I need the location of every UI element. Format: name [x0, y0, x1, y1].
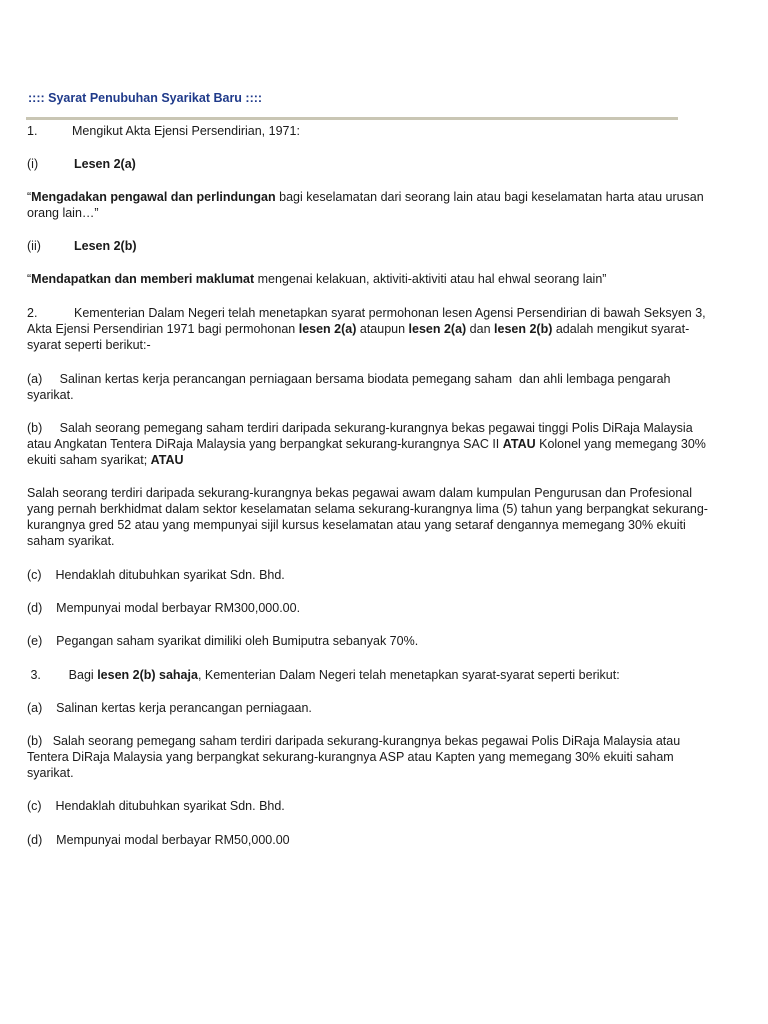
- paragraph-3d: (d) Mempunyai modal berbayar RM50,000.00: [27, 833, 290, 847]
- paragraph-ii: [27, 238, 717, 254]
- paragraph-text: ataupun: [356, 322, 409, 336]
- item-text: Mengikut Akta Ejensi Persendirian, 1971:: [72, 124, 300, 138]
- page-title: :::: Syarat Penubuhan Syarikat Baru ::::: [28, 91, 263, 105]
- paragraph-3: [27, 667, 717, 683]
- item-number: 2.: [27, 306, 38, 320]
- paragraph-text: Kementerian Dalam Negeri telah menetapkan syarat permohonan lesen Agensi Persendirian di bawah Seksyen 3, Akta Ejensi Persendirian 1971 bagi permohonan: [27, 306, 706, 336]
- paragraph-2b: [27, 420, 717, 468]
- quote-mark: “: [27, 190, 32, 204]
- bold-term: ATAU: [150, 453, 184, 467]
- paragraph-2b-alternative: Salah seorang terdiri daripada sekurang-kurangnya bekas pegawai awam dalam kumpulan Pengurusan dan Profesional yang pernah berkhidmat dalam sektor keselamatan selama sekurang-kurangnya lima (5) tahun yang berpangkat sekurang-kurangnya gred 52 atau yang mempunyai sijil kursus keselamatan atau yang setaraf dengannya memegang 30% ekuiti saham syarikat.: [27, 486, 708, 548]
- paragraph-2: [27, 305, 717, 353]
- paragraph-text: adalah mengikut syarat-syarat seperti berikut:-: [27, 322, 690, 352]
- bold-term: lesen 2(b) sahaja: [97, 668, 198, 682]
- paragraph-2c: (c) Hendaklah ditubuhkan syarikat Sdn. Bhd.: [27, 568, 285, 582]
- paragraph-i: [27, 156, 717, 172]
- title-divider: [26, 117, 678, 120]
- paragraph-text: (b) Salah seorang pemegang saham terdiri daripada sekurang-kurangnya bekas pegawai tinggi Polis DiRaja Malaysia atau Angkatan Tentera DiRaja Malaysia yang berpangkat sekurang-kurangnya SAC II: [27, 421, 693, 451]
- paragraph-2a: (a) Salinan kertas kerja perancangan perniagaan bersama biodata pemegang saham dan ahli lembaga pengarah syarikat.: [27, 372, 671, 402]
- quote-license-2a: [27, 189, 717, 221]
- item-number: (i): [27, 157, 39, 171]
- bold-term: lesen 2(b): [494, 322, 553, 336]
- quote-bold: Mengadakan pengawal dan perlindungan: [31, 190, 276, 204]
- bold-term: lesen 2(a): [408, 322, 467, 336]
- paragraph-3b: (b) Salah seorang pemegang saham terdiri daripada sekurang-kurangnya bekas pegawai Polis DiRaja Malaysia atau Tentera DiRaja Malaysia yang berpangkat sekurang-kurangnya ASP atau Kapten yang memegang 30% ekuiti saham syarikat.: [27, 734, 681, 780]
- paragraph-text: dan: [466, 322, 495, 336]
- item-number: (ii): [27, 239, 41, 253]
- quote-license-2b: [27, 271, 717, 287]
- paragraph-text: , Kementerian Dalam Negeri telah menetapkan syarat-syarat seperti berikut:: [197, 668, 620, 682]
- quote-mark: “: [27, 272, 32, 286]
- paragraph-text: Kolonel yang memegang 30% ekuiti saham syarikat;: [27, 437, 706, 467]
- bold-term: lesen 2(a): [298, 322, 357, 336]
- item-number: 1.: [27, 124, 38, 138]
- quote-text: bagi keselamatan dari seorang lain atau bagi keselamatan harta atau urusan orang lain…”: [27, 190, 704, 220]
- paragraph-2e: (e) Pegangan saham syarikat dimiliki oleh Bumiputra sebanyak 70%.: [27, 634, 419, 648]
- paragraph-2d: (d) Mempunyai modal berbayar RM300,000.00.: [27, 601, 301, 615]
- bold-term: ATAU: [502, 437, 536, 451]
- paragraph-text: 3. Bagi: [27, 668, 98, 682]
- quote-text: mengenai kelakuan, aktiviti-aktiviti atau hal ehwal seorang lain”: [254, 272, 607, 286]
- quote-bold: Mendapatkan dan memberi maklumat: [31, 272, 255, 286]
- license-label: Lesen 2(a): [74, 157, 136, 171]
- paragraph-3c: (c) Hendaklah ditubuhkan syarikat Sdn. Bhd.: [27, 799, 285, 813]
- paragraph-1: [27, 123, 717, 139]
- paragraph-3a: (a) Salinan kertas kerja perancangan perniagaan.: [27, 701, 312, 715]
- license-label: Lesen 2(b): [74, 239, 137, 253]
